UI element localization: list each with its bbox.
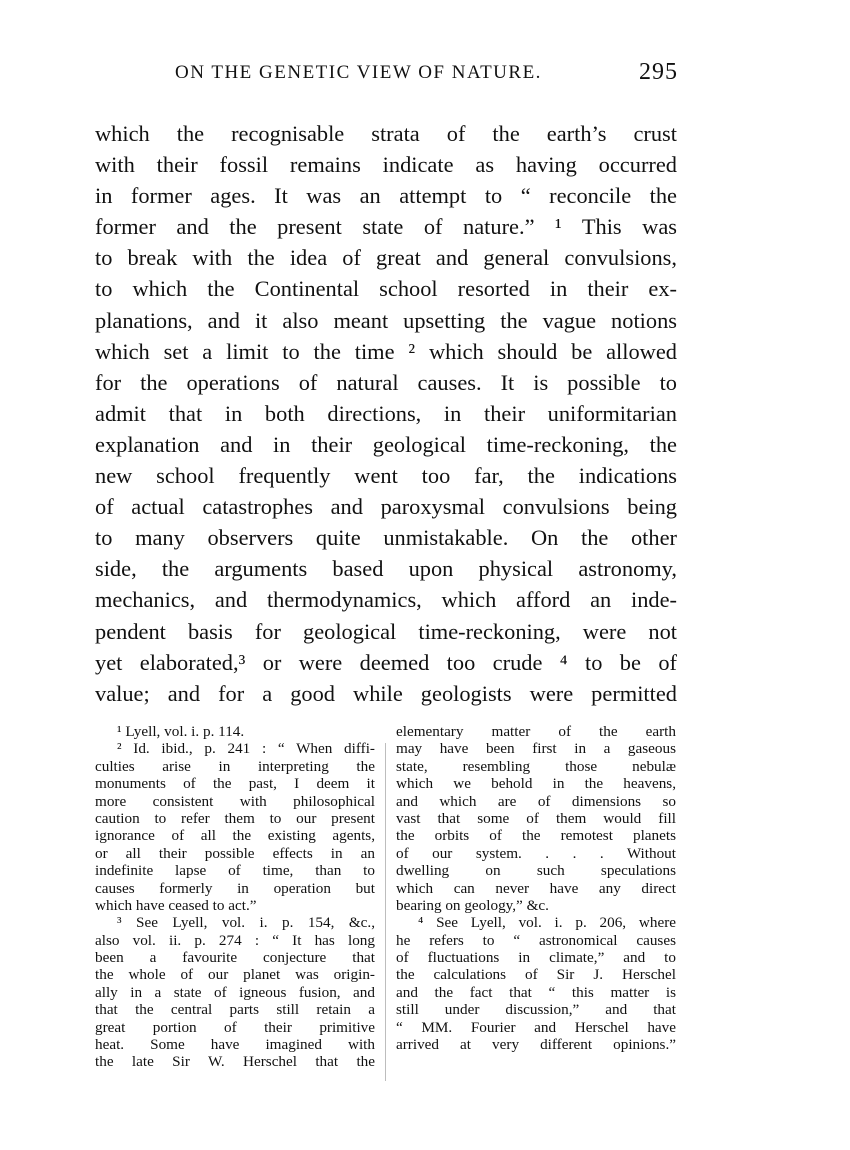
footnote-line: arrived at very different opinions.” <box>396 1036 676 1054</box>
text-line: side, the arguments based upon physical astronomy, <box>95 556 677 582</box>
footnote-line: culties arise in interpreting the <box>95 757 375 775</box>
footnote-line: ³ See Lyell, vol. i. p. 154, &c., <box>117 914 375 932</box>
text-line: planations, and it also meant upsetting the vague notions <box>95 307 677 333</box>
footnote-column-right <box>396 723 676 1053</box>
footnote-line: ally in a state of igneous fusion, and <box>95 983 375 1001</box>
running-title: ON THE GENETIC VIEW OF NATURE. <box>175 62 542 83</box>
footnote-line: of our system. . . . Without <box>396 844 676 862</box>
footnote-line: state, resembling those nebulæ <box>396 757 676 775</box>
footnote-line: of fluctuations in climate,” and to <box>396 949 676 967</box>
footnote-line: still under discussion,” and that <box>396 1001 676 1019</box>
text-line: for the operations of natural causes. It is possible to <box>95 369 677 395</box>
footnote-column-left <box>95 723 375 1071</box>
text-line: to many observers quite unmistakable. On the other <box>95 525 677 551</box>
footnote-line: causes formerly in operation but <box>95 879 375 897</box>
running-head <box>95 59 680 92</box>
footnotes <box>95 723 680 1093</box>
text-line: in former ages. It was an attempt to “ reconcile the <box>95 183 677 209</box>
text-line: admit that in both directions, in their uniformitarian <box>95 400 677 426</box>
footnote-line: caution to refer them to our present <box>95 809 375 827</box>
footnote-line: great portion of their primitive <box>95 1018 375 1036</box>
footnote-line: elementary matter of the earth <box>396 723 676 740</box>
footnote-line: which can never have any direct <box>396 879 676 897</box>
text-line: to which the Continental school resorted in their ex- <box>95 276 677 302</box>
footnote-line: and the fact that “ this matter is <box>396 983 676 1001</box>
text-line: of actual catastrophes and paroxysmal convulsions being <box>95 494 677 520</box>
text-line: pendent basis for geological time-reckoning, were not <box>95 618 677 644</box>
text-line: yet elaborated,³ or were deemed too crude ⁴ to be of <box>95 649 677 675</box>
footnote-line: the late Sir W. Herschel that the <box>95 1053 375 1071</box>
footnote-line: bearing on geology,” &c. <box>396 896 549 914</box>
footnote-line: which we behold in the heavens, <box>396 775 676 793</box>
footnote-line: he refers to “ astronomical causes <box>396 931 676 949</box>
footnote-line: vast that some of them would fill <box>396 809 676 827</box>
footnote-line: ¹ Lyell, vol. i. p. 114. <box>117 723 245 740</box>
text-line: which set a limit to the time ² which should be allowed <box>95 338 677 364</box>
footnote-column-divider <box>385 743 386 1081</box>
footnote-line: indefinite lapse of time, than to <box>95 862 375 880</box>
text-line: which the recognisable strata of the earth’s crust <box>95 121 677 146</box>
footnote-line: ⁴ See Lyell, vol. i. p. 206, where <box>418 914 676 932</box>
footnote-line: may have been first in a gaseous <box>396 740 676 758</box>
footnote-line: the calculations of Sir J. Herschel <box>396 966 676 984</box>
text-line: explanation and in their geological time-reckoning, the <box>95 431 677 457</box>
footnote-line: also vol. ii. p. 274 : “ It has long <box>95 931 375 949</box>
footnote-line: been a favourite conjecture that <box>95 949 375 967</box>
text-line: new school frequently went too far, the indications <box>95 463 677 489</box>
footnote-line: that the central parts still retain a <box>95 1001 375 1019</box>
text-line: former and the present state of nature.” ¹ This was <box>95 214 677 240</box>
footnote-line: ignorance of all the existing agents, <box>95 827 375 845</box>
footnote-line: the whole of our planet was origin- <box>95 966 375 984</box>
page-number: 295 <box>639 59 678 85</box>
footnote-line: dwelling on such speculations <box>396 862 676 880</box>
footnote-line: or all their possible effects in an <box>95 844 375 862</box>
text-line: mechanics, and thermodynamics, which afford an inde- <box>95 587 677 613</box>
text-line: value; and for a good while geologists were permitted <box>95 680 677 706</box>
footnote-line: and which are of dimensions so <box>396 792 676 810</box>
footnote-line: heat. Some have imagined with <box>95 1036 375 1054</box>
footnote-line: monuments of the past, I deem it <box>95 775 375 793</box>
text-line: with their fossil remains indicate as having occurred <box>95 152 677 178</box>
footnote-line: ² Id. ibid., p. 241 : “ When diffi- <box>117 740 375 758</box>
text-line: to break with the idea of great and general convulsions, <box>95 245 677 271</box>
footnote-line: which have ceased to act.” <box>95 896 257 914</box>
body-text <box>95 118 677 709</box>
footnote-line: the orbits of the remotest planets <box>396 827 676 845</box>
footnote-line: “ MM. Fourier and Herschel have <box>396 1018 676 1036</box>
footnote-line: more consistent with philosophical <box>95 792 375 810</box>
